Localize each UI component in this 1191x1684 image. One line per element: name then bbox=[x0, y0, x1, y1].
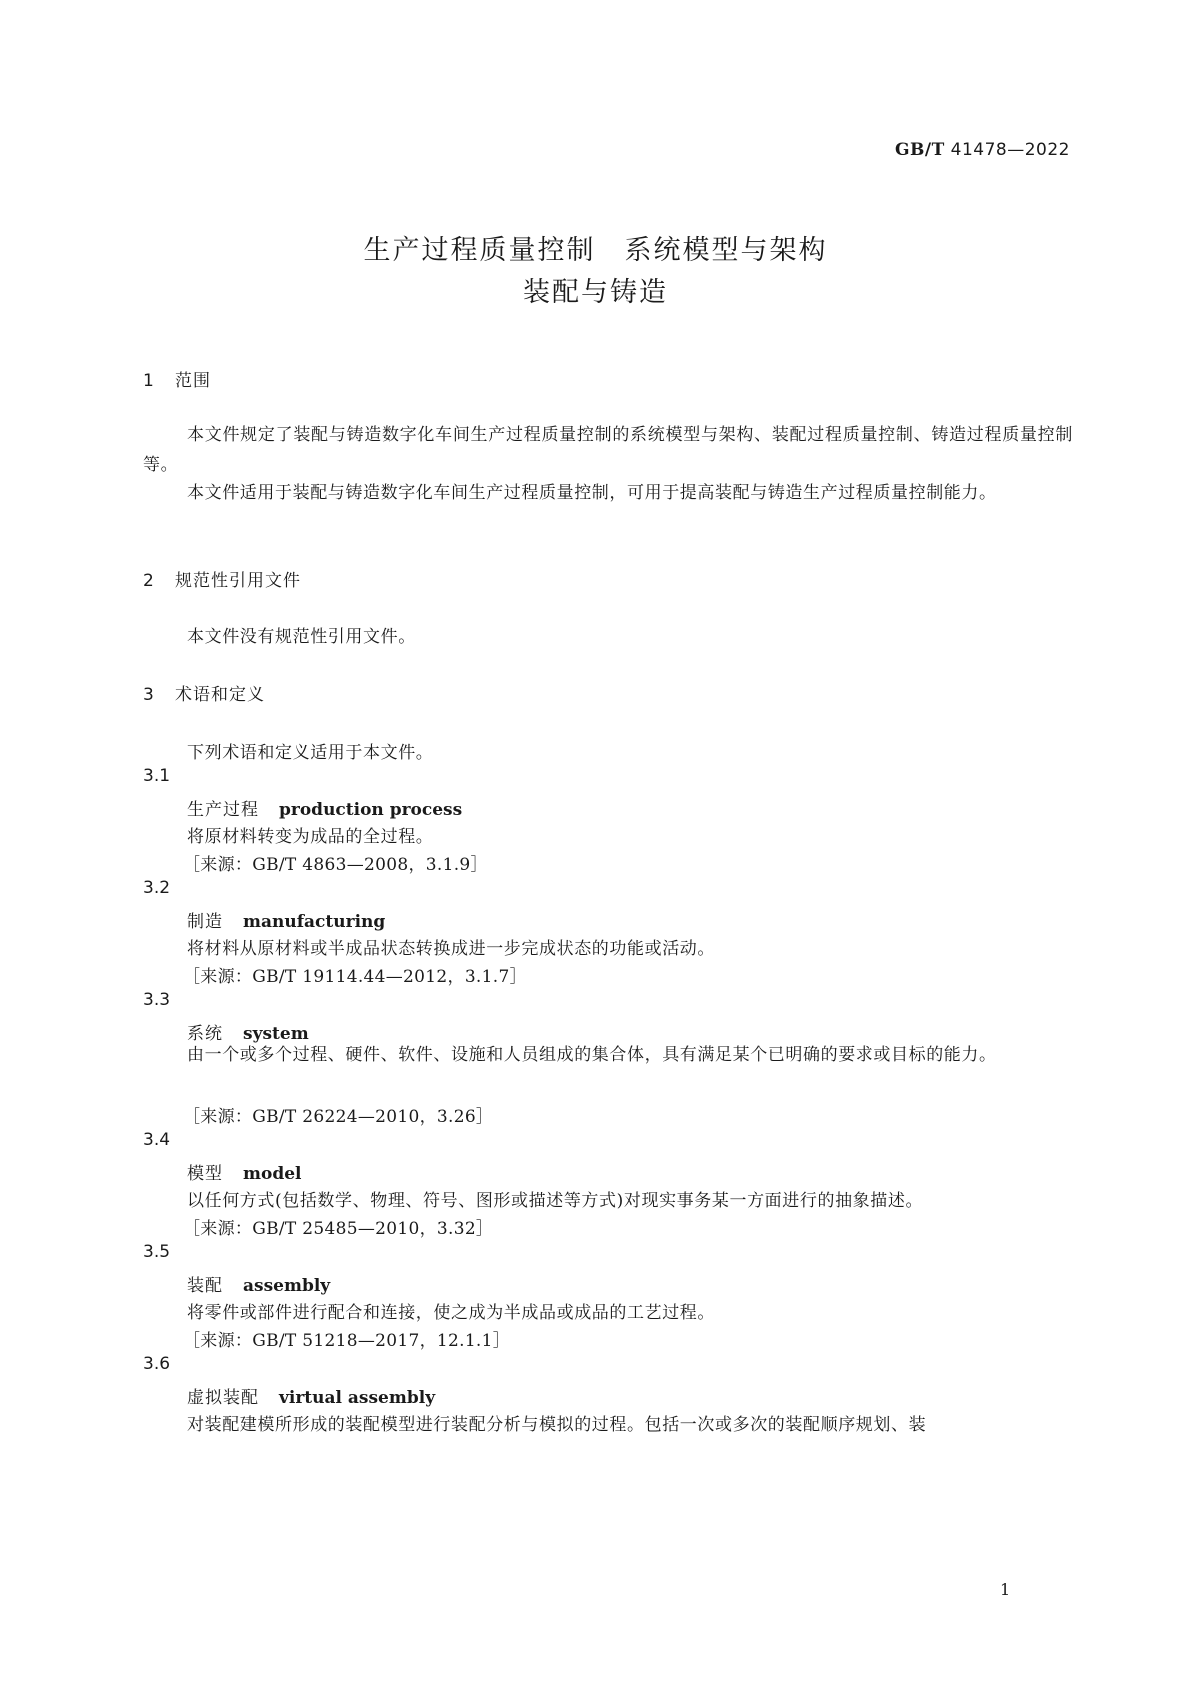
document-title-line1: 生产过程质量控制 系统模型与架构 bbox=[363, 235, 828, 266]
term-definition: 以任何方式(包括数学、物理、符号、图形或描述等方式)对现实事务某一方面进行的抽象描述。 bbox=[187, 1191, 924, 1211]
term-heading bbox=[187, 907, 385, 932]
term-heading bbox=[187, 1271, 330, 1296]
term-number: 3.5 bbox=[143, 1242, 171, 1262]
term-en: manufacturing bbox=[243, 912, 386, 932]
term-zh: 装配 bbox=[187, 1276, 223, 1296]
section-number: 1 bbox=[143, 371, 155, 391]
term-zh: 制造 bbox=[187, 912, 223, 932]
term-heading bbox=[187, 1159, 302, 1184]
term-definition: 对装配建模所形成的装配模型进行装配分析与模拟的过程。包括一次或多次的装配顺序规划、装 bbox=[187, 1415, 927, 1435]
section-number: 3 bbox=[143, 685, 155, 705]
standard-code bbox=[820, 140, 1070, 160]
term-source: ［来源：GB/T 19114.44—2012，3.1.7］ bbox=[183, 967, 527, 987]
normative-paragraph: 本文件没有规范性引用文件。 bbox=[187, 627, 416, 647]
term-definition: 由一个或多个过程、硬件、软件、设施和人员组成的集合体，具有满足某个已明确的要求或目标的能力。 bbox=[187, 1045, 997, 1065]
term-en: virtual assembly bbox=[279, 1388, 436, 1408]
term-en: system bbox=[243, 1024, 309, 1044]
scope-paragraph-1: 本文件规定了装配与铸造数字化车间生产过程质量控制的系统模型与架构、装配过程质量控制、铸造过程质量控制等。 bbox=[143, 425, 1073, 475]
standard-prefix: GB/T bbox=[895, 140, 945, 160]
section-heading-normative bbox=[143, 566, 301, 591]
section-number: 2 bbox=[143, 571, 155, 591]
term-en: assembly bbox=[243, 1276, 331, 1296]
term-heading bbox=[187, 795, 462, 820]
section-heading-scope bbox=[143, 366, 211, 391]
terms-intro: 下列术语和定义适用于本文件。 bbox=[187, 743, 434, 763]
term-zh: 系统 bbox=[187, 1024, 223, 1044]
term-source: ［来源：GB/T 26224—2010，3.26］ bbox=[183, 1107, 494, 1127]
term-zh: 模型 bbox=[187, 1164, 223, 1184]
term-number: 3.4 bbox=[143, 1130, 171, 1150]
term-source: ［来源：GB/T 25485—2010，3.32］ bbox=[183, 1219, 494, 1239]
standard-number: 41478—2022 bbox=[950, 140, 1070, 160]
section-title: 范围 bbox=[175, 371, 211, 391]
term-definition: 将原材料转变为成品的全过程。 bbox=[187, 827, 434, 847]
term-definition: 将零件或部件进行配合和连接，使之成为半成品或成品的工艺过程。 bbox=[187, 1303, 715, 1323]
term-number: 3.3 bbox=[143, 990, 171, 1010]
section-title: 术语和定义 bbox=[175, 685, 265, 705]
term-number: 3.2 bbox=[143, 878, 171, 898]
page-number: 1 bbox=[1000, 1580, 1011, 1599]
document-title-line2: 装配与铸造 bbox=[523, 277, 668, 308]
term-source: ［来源：GB/T 51218—2017，12.1.1］ bbox=[183, 1331, 511, 1351]
term-zh: 虚拟装配 bbox=[187, 1388, 259, 1408]
term-definition: 将材料从原材料或半成品状态转换成进一步完成状态的功能或活动。 bbox=[187, 939, 715, 959]
section-title: 规范性引用文件 bbox=[175, 571, 301, 591]
section-heading-terms bbox=[143, 680, 265, 705]
scope-paragraph-2: 本文件适用于装配与铸造数字化车间生产过程质量控制，可用于提高装配与铸造生产过程质量控制能力。 bbox=[187, 483, 997, 503]
term-source: ［来源：GB/T 4863—2008，3.1.9］ bbox=[183, 855, 488, 875]
term-number: 3.1 bbox=[143, 766, 171, 786]
term-heading bbox=[187, 1383, 435, 1408]
term-en: production process bbox=[279, 800, 463, 820]
term-number: 3.6 bbox=[143, 1354, 171, 1374]
term-zh: 生产过程 bbox=[187, 800, 259, 820]
term-en: model bbox=[243, 1164, 302, 1184]
